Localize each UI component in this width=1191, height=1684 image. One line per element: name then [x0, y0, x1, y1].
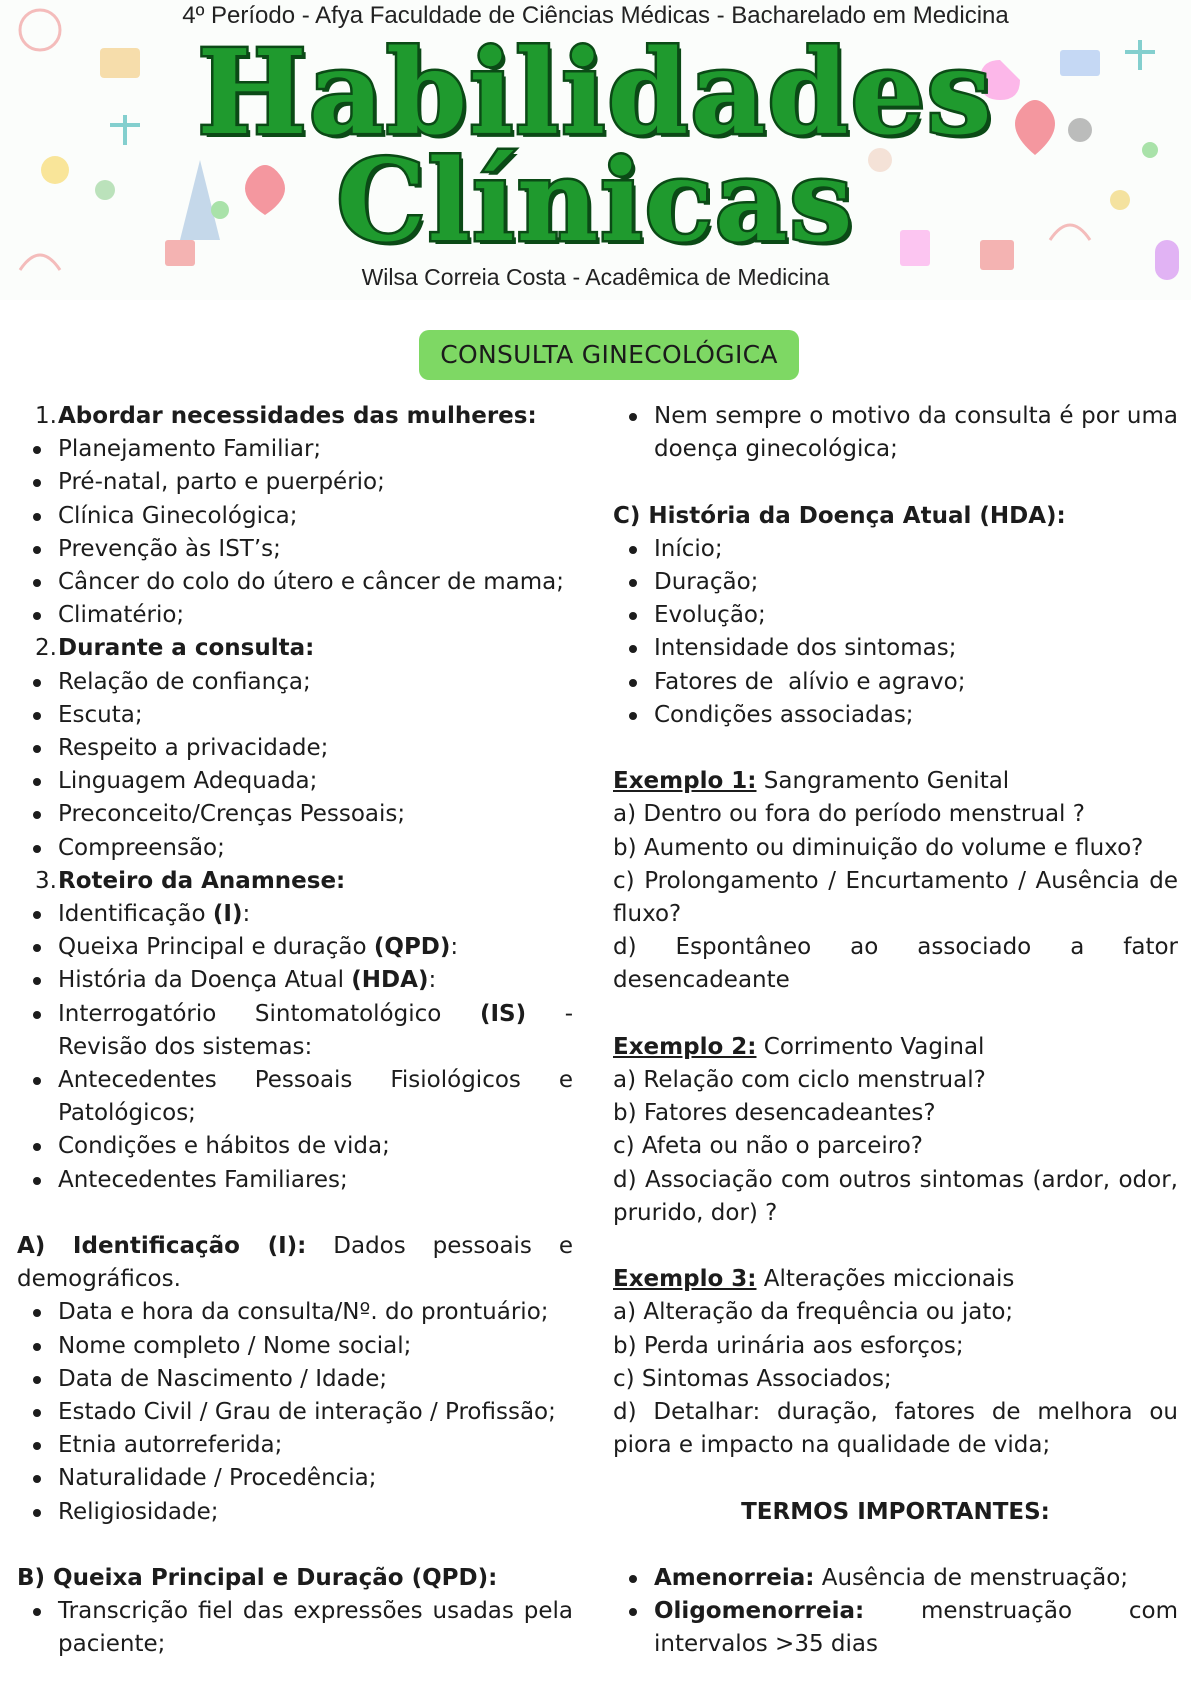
list-item: Antecedentes Pessoais Fisiológicos e Patológicos; — [17, 1064, 573, 1130]
example-line: b) Aumento ou diminuição do volume e fluxo? — [613, 834, 1144, 861]
list-item: Evolução; — [613, 599, 1178, 632]
list-item: Escuta; — [17, 699, 573, 732]
list-item: Religiosidade; — [17, 1496, 573, 1529]
left-column — [17, 400, 573, 1662]
term-item: Oligomenorreia: menstruação com intervalos >35 dias — [613, 1595, 1178, 1661]
list-item: Antecedentes Familiares; — [17, 1164, 573, 1197]
list-item: Queixa Principal e duração (QPD): — [17, 931, 573, 964]
bullet-list-identification — [17, 1296, 573, 1528]
list-item: Fatores de alívio e agravo; — [613, 666, 1178, 699]
example-line: c) Prolongamento / Encurtamento / Ausência de fluxo? — [613, 867, 1178, 928]
example-line: d) Detalhar: duração, fatores de melhora ou piora e impacto na qualidade de vida; — [613, 1399, 1178, 1459]
term-item: Amenorreia: Ausência de menstruação; — [613, 1562, 1178, 1595]
heading-text: Durante a consulta: — [58, 635, 315, 662]
list-item: Nome completo / Nome social; — [17, 1330, 573, 1363]
example-line: a) Relação com ciclo menstrual? — [613, 1067, 986, 1094]
numbered-heading-2 — [17, 632, 573, 665]
list-item: Câncer do colo do útero e câncer de mama; — [17, 566, 573, 599]
list-item: Naturalidade / Procedência; — [17, 1462, 573, 1495]
heading-number: 3. — [35, 867, 57, 894]
example-line: a) Dentro ou fora do período menstrual ? — [613, 801, 1085, 828]
bullet-list-anamnesis — [17, 898, 573, 1197]
list-item: Intensidade dos sintomas; — [613, 632, 1178, 665]
list-item: Climatério; — [17, 599, 573, 632]
list-item: Data de Nascimento / Idade; — [17, 1363, 573, 1396]
heading-text: Roteiro da Anamnese: — [58, 867, 346, 894]
bullet-list-terms — [613, 1562, 1178, 1662]
numbered-heading-3 — [17, 865, 573, 898]
list-item: Nem sempre o motivo da consulta é por uma doença ginecológica; — [613, 400, 1178, 466]
hda-heading: C) História da Doença Atual (HDA): — [613, 502, 1066, 529]
example-line: a) Alteração da frequência ou jato; — [613, 1299, 1014, 1326]
example-1-heading: Exemplo 1: Sangramento Genital — [613, 768, 1010, 795]
list-item: Transcrição fiel das expressões usadas pela paciente; — [17, 1595, 573, 1661]
example-line: d) Espontâneo ao associado a fator desencadeante — [613, 934, 1178, 994]
example-line: c) Sintomas Associados; — [613, 1365, 892, 1392]
example-line: b) Perda urinária aos esforços; — [613, 1332, 964, 1359]
list-item: Interrogatório Sintomatológico (IS) - Revisão dos sistemas: — [17, 998, 573, 1064]
list-item: Data e hora da consulta/Nº. do prontuário; — [17, 1296, 573, 1329]
course-info-line: 4º Período - Afya Faculdade de Ciências Médicas - Bacharelado em Medicina — [182, 2, 1009, 29]
list-item: História da Doença Atual (HDA): — [17, 964, 573, 997]
list-item: Compreensão; — [17, 832, 573, 865]
example-3-heading: Exemplo 3: Alterações miccionais — [613, 1266, 1015, 1293]
right-column — [613, 400, 1178, 1662]
chief-complaint-heading: B) Queixa Principal e Duração (QPD): — [17, 1565, 498, 1592]
bullet-list-chief-complaint — [17, 1595, 573, 1661]
banner-title-line2: Clínicas — [336, 136, 855, 267]
list-item: Identificação (I): — [17, 898, 573, 931]
identification-heading: A) Identificação (I): Dados pessoais e demográficos. — [17, 1233, 573, 1293]
list-item: Relação de confiança; — [17, 666, 573, 699]
list-item: Clínica Ginecológica; — [17, 500, 573, 533]
important-terms-heading: TERMOS IMPORTANTES: — [741, 1498, 1050, 1525]
list-item: Pré-natal, parto e puerpério; — [17, 466, 573, 499]
example-line: d) Associação com outros sintomas (ardor, odor, prurido, dor) ? — [613, 1166, 1178, 1226]
section-title-pill: CONSULTA GINECOLÓGICA — [419, 330, 799, 380]
bullet-list-needs — [17, 433, 573, 632]
heading-number: 2. — [35, 635, 57, 662]
author-line: Wilsa Correia Costa - Acadêmica de Medicina — [361, 264, 830, 290]
banner-title-line1: Habilidades — [197, 25, 994, 161]
list-item: Prevenção às IST’s; — [17, 533, 573, 566]
example-2-heading: Exemplo 2: Corrimento Vaginal — [613, 1033, 985, 1060]
list-item: Duração; — [613, 566, 1178, 599]
list-item: Respeito a privacidade; — [17, 732, 573, 765]
list-item: Etnia autorreferida; — [17, 1429, 573, 1462]
heading-text: Abordar necessidades das mulheres: — [58, 403, 537, 429]
list-item: Estado Civil / Grau de interação / Profissão; — [17, 1396, 573, 1429]
bullet-list-hda — [613, 533, 1178, 732]
list-item: Preconceito/Crenças Pessoais; — [17, 798, 573, 831]
bullet-list-chief-complaint-cont — [613, 400, 1178, 466]
list-item: Início; — [613, 533, 1178, 566]
list-item: Planejamento Familiar; — [17, 433, 573, 466]
list-item: Condições e hábitos de vida; — [17, 1130, 573, 1163]
heading-number: 1. — [35, 403, 57, 429]
list-item: Linguagem Adequada; — [17, 765, 573, 798]
numbered-heading-1 — [17, 400, 573, 433]
list-item: Condições associadas; — [613, 699, 1178, 732]
example-line: c) Afeta ou não o parceiro? — [613, 1133, 923, 1160]
example-line: b) Fatores desencadeantes? — [613, 1100, 936, 1127]
bullet-list-consultation — [17, 666, 573, 865]
header-banner — [0, 0, 1191, 300]
